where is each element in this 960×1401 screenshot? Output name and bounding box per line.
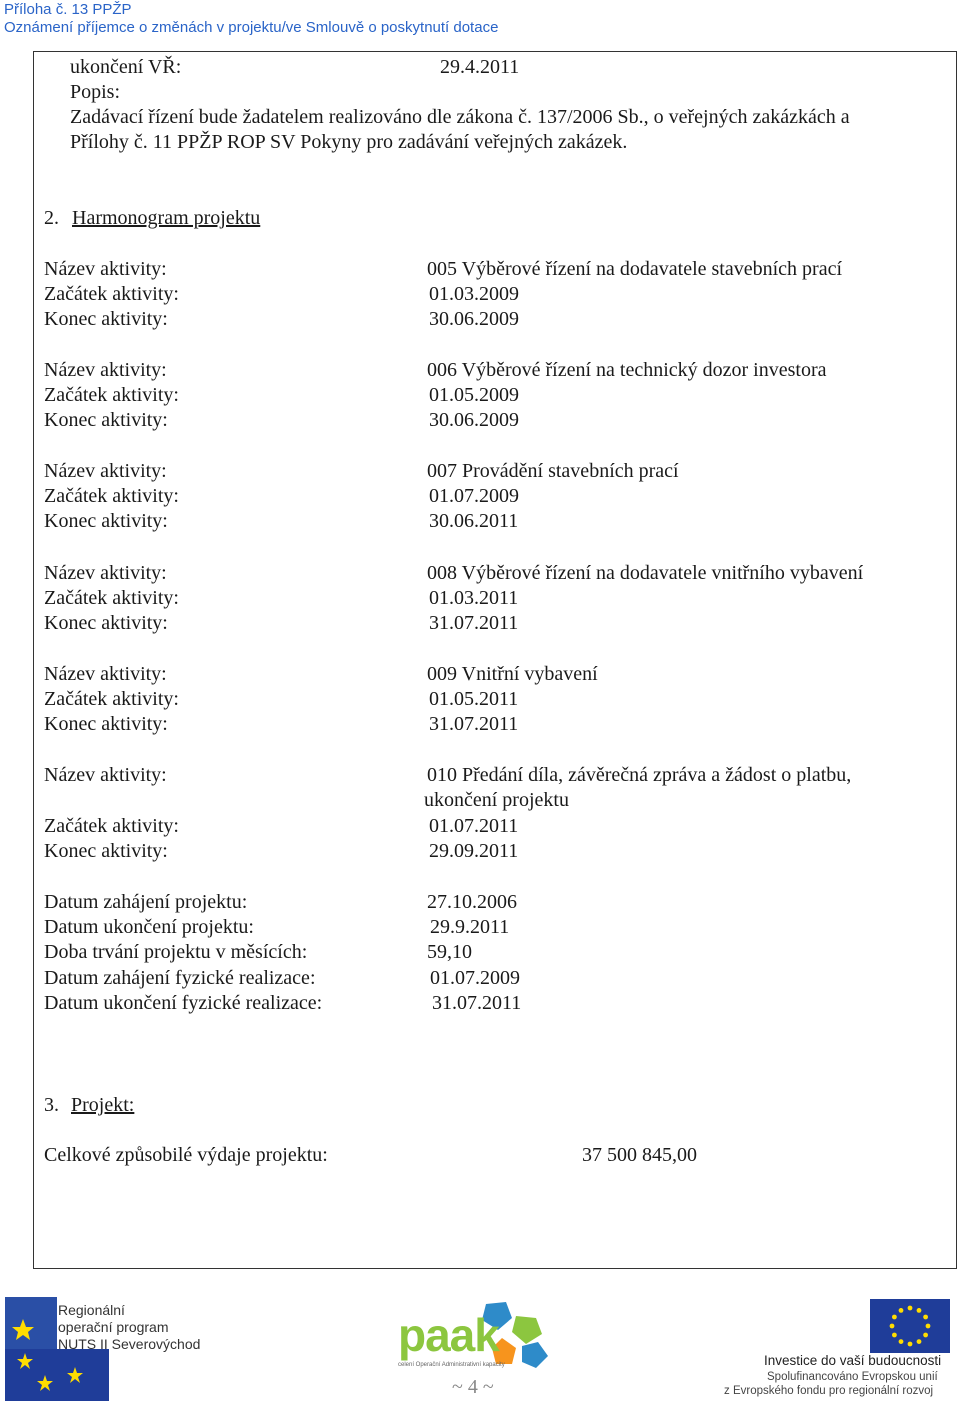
activity-name-label: Název aktivity: (44, 258, 167, 280)
content-frame (33, 51, 957, 1269)
activity-start: 01.03.2009 (429, 283, 519, 305)
activity-start-label: Začátek aktivity: (44, 587, 179, 609)
activity-start-label: Začátek aktivity: (44, 688, 179, 710)
activity-name: 009 Vnitřní vybavení (427, 663, 598, 685)
eu-cofinanced-line-2: z Evropského fondu pro regionální rozvoj (724, 1385, 934, 1397)
activity-end: 29.09.2011 (429, 840, 519, 862)
activity-start-label: Začátek aktivity: (44, 283, 179, 305)
summary-label: Datum zahájení fyzické realizace: (44, 967, 316, 989)
activity-name-label: Název aktivity: (44, 764, 167, 786)
document-title: Oznámení příjemce o změnách v projektu/ve Smlouvě o poskytnutí dotace (4, 19, 499, 36)
rop-line-1: Regionální (58, 1302, 125, 1318)
activity-name: 008 Výběrové řízení na dodavatele vnitřního vybavení (427, 562, 864, 584)
activity-start: 01.03.2011 (429, 587, 519, 609)
description-line-2: Přílohy č. 11 PPŽP ROP SV Pokyny pro zadávání veřejných zakázek. (70, 131, 628, 153)
activity-end: 30.06.2011 (429, 510, 519, 532)
summary-value: 27.10.2006 (427, 891, 517, 913)
description-label: Popis: (70, 81, 121, 103)
rop-line-3: NUTS II Severovýchod (58, 1336, 201, 1352)
activity-name: 007 Provádění stavebních prací (427, 460, 679, 482)
activity-start-label: Začátek aktivity: (44, 485, 179, 507)
activity-end-label: Konec aktivity: (44, 409, 168, 431)
activity-end-label: Konec aktivity: (44, 713, 168, 735)
annex-label: Příloha č. 13 PPŽP (4, 1, 132, 18)
activity-end-label: Konec aktivity: (44, 510, 168, 532)
activity-name-label: Název aktivity: (44, 663, 167, 685)
activity-end-label: Konec aktivity: (44, 612, 168, 634)
activity-end-label: Konec aktivity: (44, 840, 168, 862)
activity-name-label: Název aktivity: (44, 460, 167, 482)
activity-name-label: Název aktivity: (44, 562, 167, 584)
summary-value: 01.07.2009 (430, 967, 520, 989)
paak-subtitle: celení Operační Administrativní kapacity (398, 1362, 505, 1368)
activity-name-label: Název aktivity: (44, 359, 167, 381)
section-2-number: 2. (44, 207, 59, 229)
activity-end: 30.06.2009 (429, 409, 519, 431)
activity-name: 006 Výběrové řízení na technický dozor investora (427, 359, 827, 381)
section-2-title: Harmonogram projektu (72, 207, 261, 229)
section-3-title: Projekt: (71, 1094, 135, 1116)
activity-end-label: Konec aktivity: (44, 308, 168, 330)
procurement-end-label: ukončení VŘ: (70, 56, 182, 78)
activity-end: 31.07.2011 (429, 612, 519, 634)
activity-start: 01.07.2009 (429, 485, 519, 507)
procurement-end-value: 29.4.2011 (440, 56, 520, 78)
eligible-expenses-value: 37 500 845,00 (582, 1144, 697, 1166)
activity-start: 01.07.2011 (429, 815, 519, 837)
summary-label: Datum ukončení projektu: (44, 916, 254, 938)
activity-name-continued: ukončení projektu (424, 789, 569, 811)
summary-value: 59,10 (427, 941, 472, 963)
eligible-expenses-label: Celkové způsobilé výdaje projektu: (44, 1144, 328, 1166)
summary-value: 31.07.2011 (432, 992, 522, 1014)
paak-wordmark: paak (398, 1309, 499, 1361)
activity-end: 31.07.2011 (429, 713, 519, 735)
summary-label: Datum ukončení fyzické realizace: (44, 992, 323, 1014)
page-number: ~ 4 ~ (452, 1376, 494, 1398)
summary-label: Doba trvání projektu v měsících: (44, 941, 308, 963)
description-line-1: Zadávací řízení bude žadatelem realizováno dle zákona č. 137/2006 Sb., o veřejných zakázkách a (70, 106, 850, 128)
activity-start: 01.05.2009 (429, 384, 519, 406)
eu-flag (870, 1299, 950, 1353)
activity-name: 005 Výběrové řízení na dodavatele stavebních prací (427, 258, 843, 280)
rop-line-2: operační program (58, 1319, 169, 1335)
activity-start-label: Začátek aktivity: (44, 384, 179, 406)
activity-end: 30.06.2009 (429, 308, 519, 330)
activity-start: 01.05.2011 (429, 688, 519, 710)
activity-name: 010 Předání díla, závěrečná zpráva a žádost o platbu, (427, 764, 852, 786)
eu-slogan: Investice do vaší budoucnosti (764, 1353, 942, 1368)
section-3-number: 3. (44, 1094, 59, 1116)
summary-value: 29.9.2011 (430, 916, 510, 938)
eu-cofinanced-line-1: Spolufinancováno Evropskou unií (767, 1371, 938, 1383)
activity-start-label: Začátek aktivity: (44, 815, 179, 837)
summary-label: Datum zahájení projektu: (44, 891, 248, 913)
